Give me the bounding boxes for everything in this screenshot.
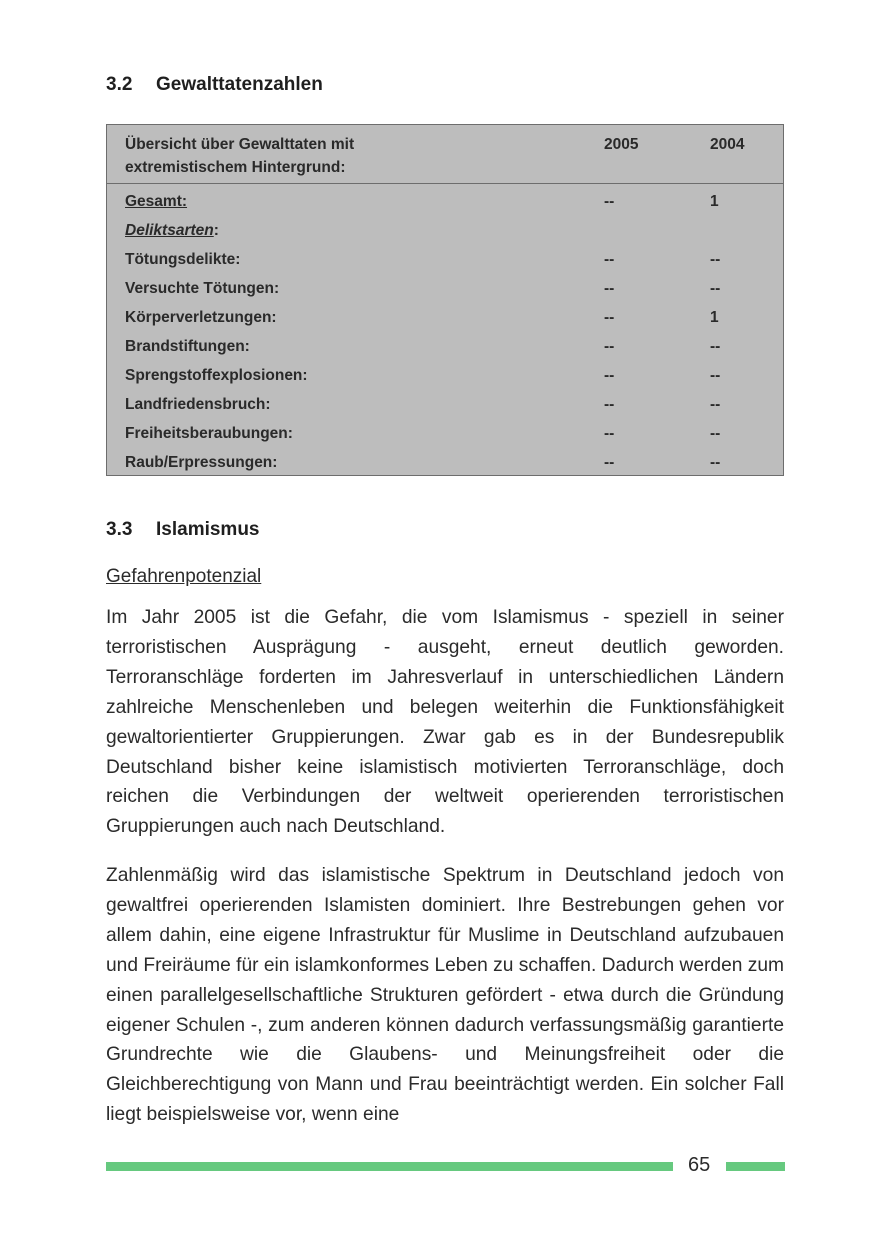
table-header-title [125, 133, 545, 179]
value-2005: -- [604, 338, 615, 355]
body-paragraph: Zahlenmäßig wird das islamistische Spektrum in Deutschland jedoch von gewaltfrei operierenden Islamisten dominiert. Ihre Bestrebungen gehen vor allem dahin, eine eigene Infrastruktur für Muslime in Deutschland aufzubauen und Freiräume für ein islamkonformes Leben zu schaffen. Dadurch werden zum einen parallelgesellschaftliche Strukturen gefördert - etwa durch die Gründung eigener Schulen -, zum anderen können dadurch verfassungsmäßig garantierte Grundrechte wie die Glaubens- und Meinungsfreiheit oder die Gleichberechtigung von Mann und Frau beeinträchtigt werden. Ein solcher Fall liegt beispielsweise vor, wenn eine [106, 865, 784, 1126]
row-label: Versuchte Tötungen: [125, 280, 280, 297]
table-row [107, 332, 783, 361]
value-2005: -- [604, 454, 615, 471]
subheading-gefahrenpotenzial: Gefahrenpotenzial [106, 566, 262, 587]
value-2005: -- [604, 251, 615, 268]
table-header [107, 125, 783, 184]
value-2004: 1 [710, 193, 719, 210]
section-heading-3-3 [106, 519, 260, 541]
value-2004: -- [710, 454, 721, 471]
value-2005: -- [604, 280, 615, 297]
value-2004: -- [710, 251, 721, 268]
value-2004: -- [710, 396, 721, 413]
value-2005: -- [604, 396, 615, 413]
row-label: Raub/Erpressungen: [125, 454, 278, 471]
row-label: Tötungsdelikte: [125, 251, 241, 268]
table-row [107, 448, 783, 477]
value-2005: -- [604, 425, 615, 442]
table-header-title-line2: extremistischem Hintergrund: [125, 159, 346, 176]
section-title: Islamismus [156, 519, 260, 540]
value-2005: -- [604, 309, 615, 326]
row-label: Sprengstoffexplosionen: [125, 367, 308, 384]
row-label: Brandstiftungen: [125, 338, 250, 355]
table-row [107, 274, 783, 303]
value-2005: -- [604, 193, 615, 210]
section-title: Gewalttatenzahlen [156, 74, 323, 95]
table-row [107, 245, 783, 274]
table-row [107, 390, 783, 419]
table-header-title-line1: Übersicht über Gewalttaten mit [125, 136, 355, 153]
row-label-text: Deliktsarten [125, 222, 214, 239]
table-row [107, 216, 783, 245]
row-label [125, 219, 219, 242]
column-header-2004: 2004 [710, 136, 745, 153]
row-label: Körperverletzungen: [125, 309, 277, 326]
body-paragraph: Im Jahr 2005 ist die Gefahr, die vom Islamismus - speziell in seiner terroristischen Ausprägung - ausgeht, erneut deutlich geworden. Terroranschläge forderten im Jahresverlauf in unterschiedlichen Ländern zahlreiche Menschenleben und belegen weiterhin die Funktionsfähigkeit gewaltorientierter Gruppierungen. Zwar gab es in der Bundesrepublik Deutschland bisher keine islamistisch motivierten Terroranschläge, doch reichen die Verbindungen der weltweit operierenden terroristischen Gruppierungen auch nach Deutschland. [106, 607, 784, 838]
section-number: 3.3 [106, 519, 133, 540]
table-row [107, 419, 783, 448]
table-row [107, 361, 783, 390]
column-header-2005: 2005 [604, 136, 639, 153]
value-2004: -- [710, 338, 721, 355]
value-2004: -- [710, 280, 721, 297]
table-row [107, 187, 783, 216]
row-label: Landfriedensbruch: [125, 396, 271, 413]
footer-accent-bar-right [726, 1162, 785, 1171]
table-row [107, 303, 783, 332]
value-2004: 1 [710, 309, 719, 326]
value-2005: -- [604, 367, 615, 384]
violence-statistics-table [106, 124, 784, 476]
value-2004: -- [710, 367, 721, 384]
row-label: Freiheitsberaubungen: [125, 425, 293, 442]
section-number: 3.2 [106, 74, 133, 95]
page-number: 65 [688, 1154, 711, 1176]
value-2004: -- [710, 425, 721, 442]
footer-accent-bar-left [106, 1162, 673, 1171]
row-label: Gesamt: [125, 193, 188, 210]
row-label-suffix: : [213, 222, 219, 239]
section-heading-3-2 [106, 74, 323, 96]
